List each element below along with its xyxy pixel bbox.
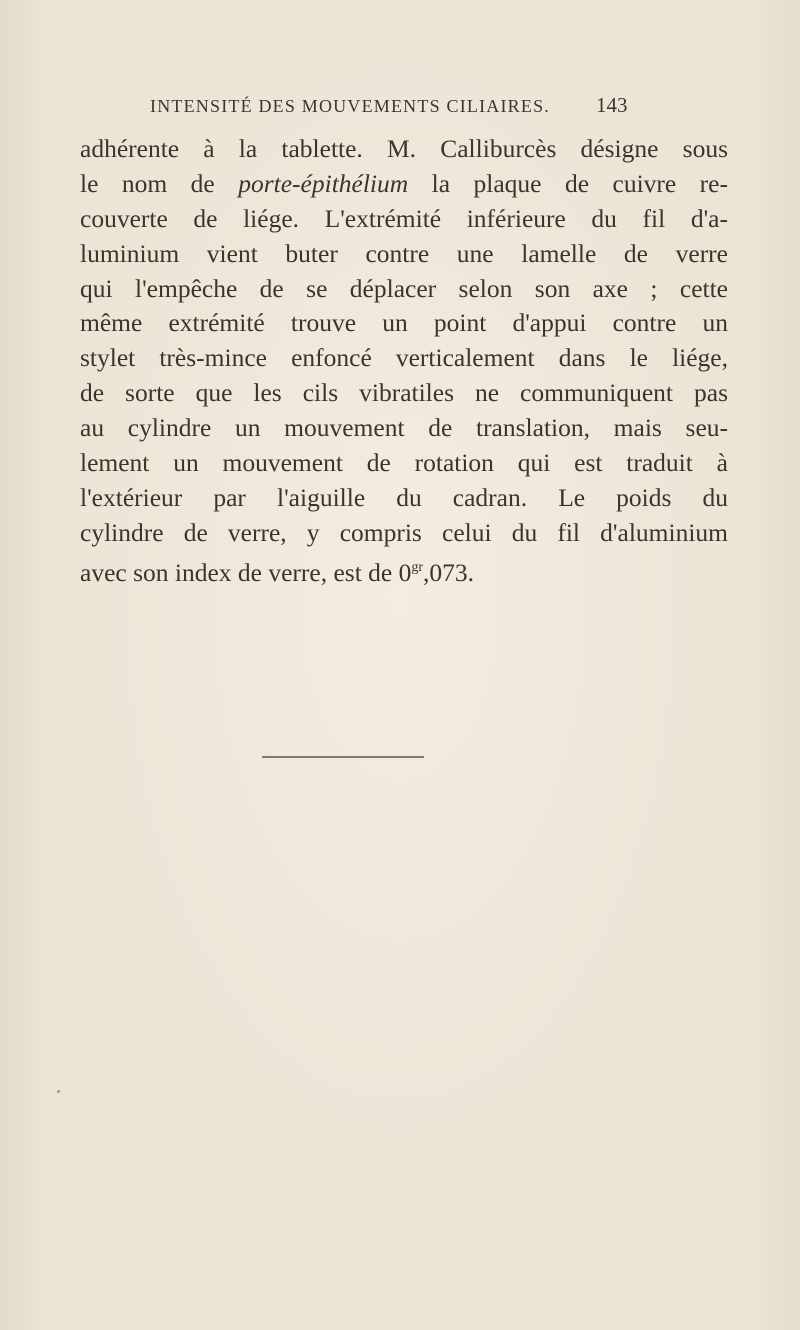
section-divider [262, 756, 424, 758]
page-number: 143 [596, 93, 628, 117]
text-line-6: même extrémité trouve un point d'appui contre un [80, 308, 728, 338]
text-line-13-start: avec son index de verre, est de 0 [80, 557, 412, 587]
text-line-13 [80, 551, 728, 586]
text-line-8: de sorte que les cils vibratiles ne communiquent pas [80, 378, 728, 408]
text-line-1: adhérente à la tablette. M. Calliburcès désigne sous [80, 134, 728, 163]
body-paragraph [80, 132, 728, 586]
text-line-7: stylet très-mince enfoncé verticalement dans le liége, [80, 343, 728, 373]
paper-speck [57, 1090, 60, 1093]
text-line-11: l'extérieur par l'aiguille du cadran. Le poids du [80, 482, 728, 512]
text-line-3: couverte de liége. L'extrémité inférieure du fil d'a- [80, 203, 728, 233]
text-line-4: luminium vient buter contre une lamelle de verre [80, 238, 728, 268]
text-line-2-start: le nom de [80, 168, 239, 198]
text-line-12: cylindre de verre, y compris celui du fil d'aluminium [80, 517, 728, 547]
text-line-5: qui l'empêche de se déplacer selon son axe ; cette [80, 273, 728, 303]
text-line-9: au cylindre un mouvement de translation, mais seu- [80, 413, 728, 443]
unit-superscript: gr [411, 559, 424, 575]
italic-term: porte-épithélium [238, 168, 409, 198]
running-head: INTENSITÉ DES MOUVEMENTS CILIAIRES. [150, 96, 550, 116]
text-line-2 [80, 167, 728, 202]
text-line-10: lement un mouvement de rotation qui est traduit à [80, 448, 728, 478]
text-line-2-end: la plaque de cuivre re- [408, 168, 728, 198]
text-line-13-end: ,073. [423, 557, 475, 587]
